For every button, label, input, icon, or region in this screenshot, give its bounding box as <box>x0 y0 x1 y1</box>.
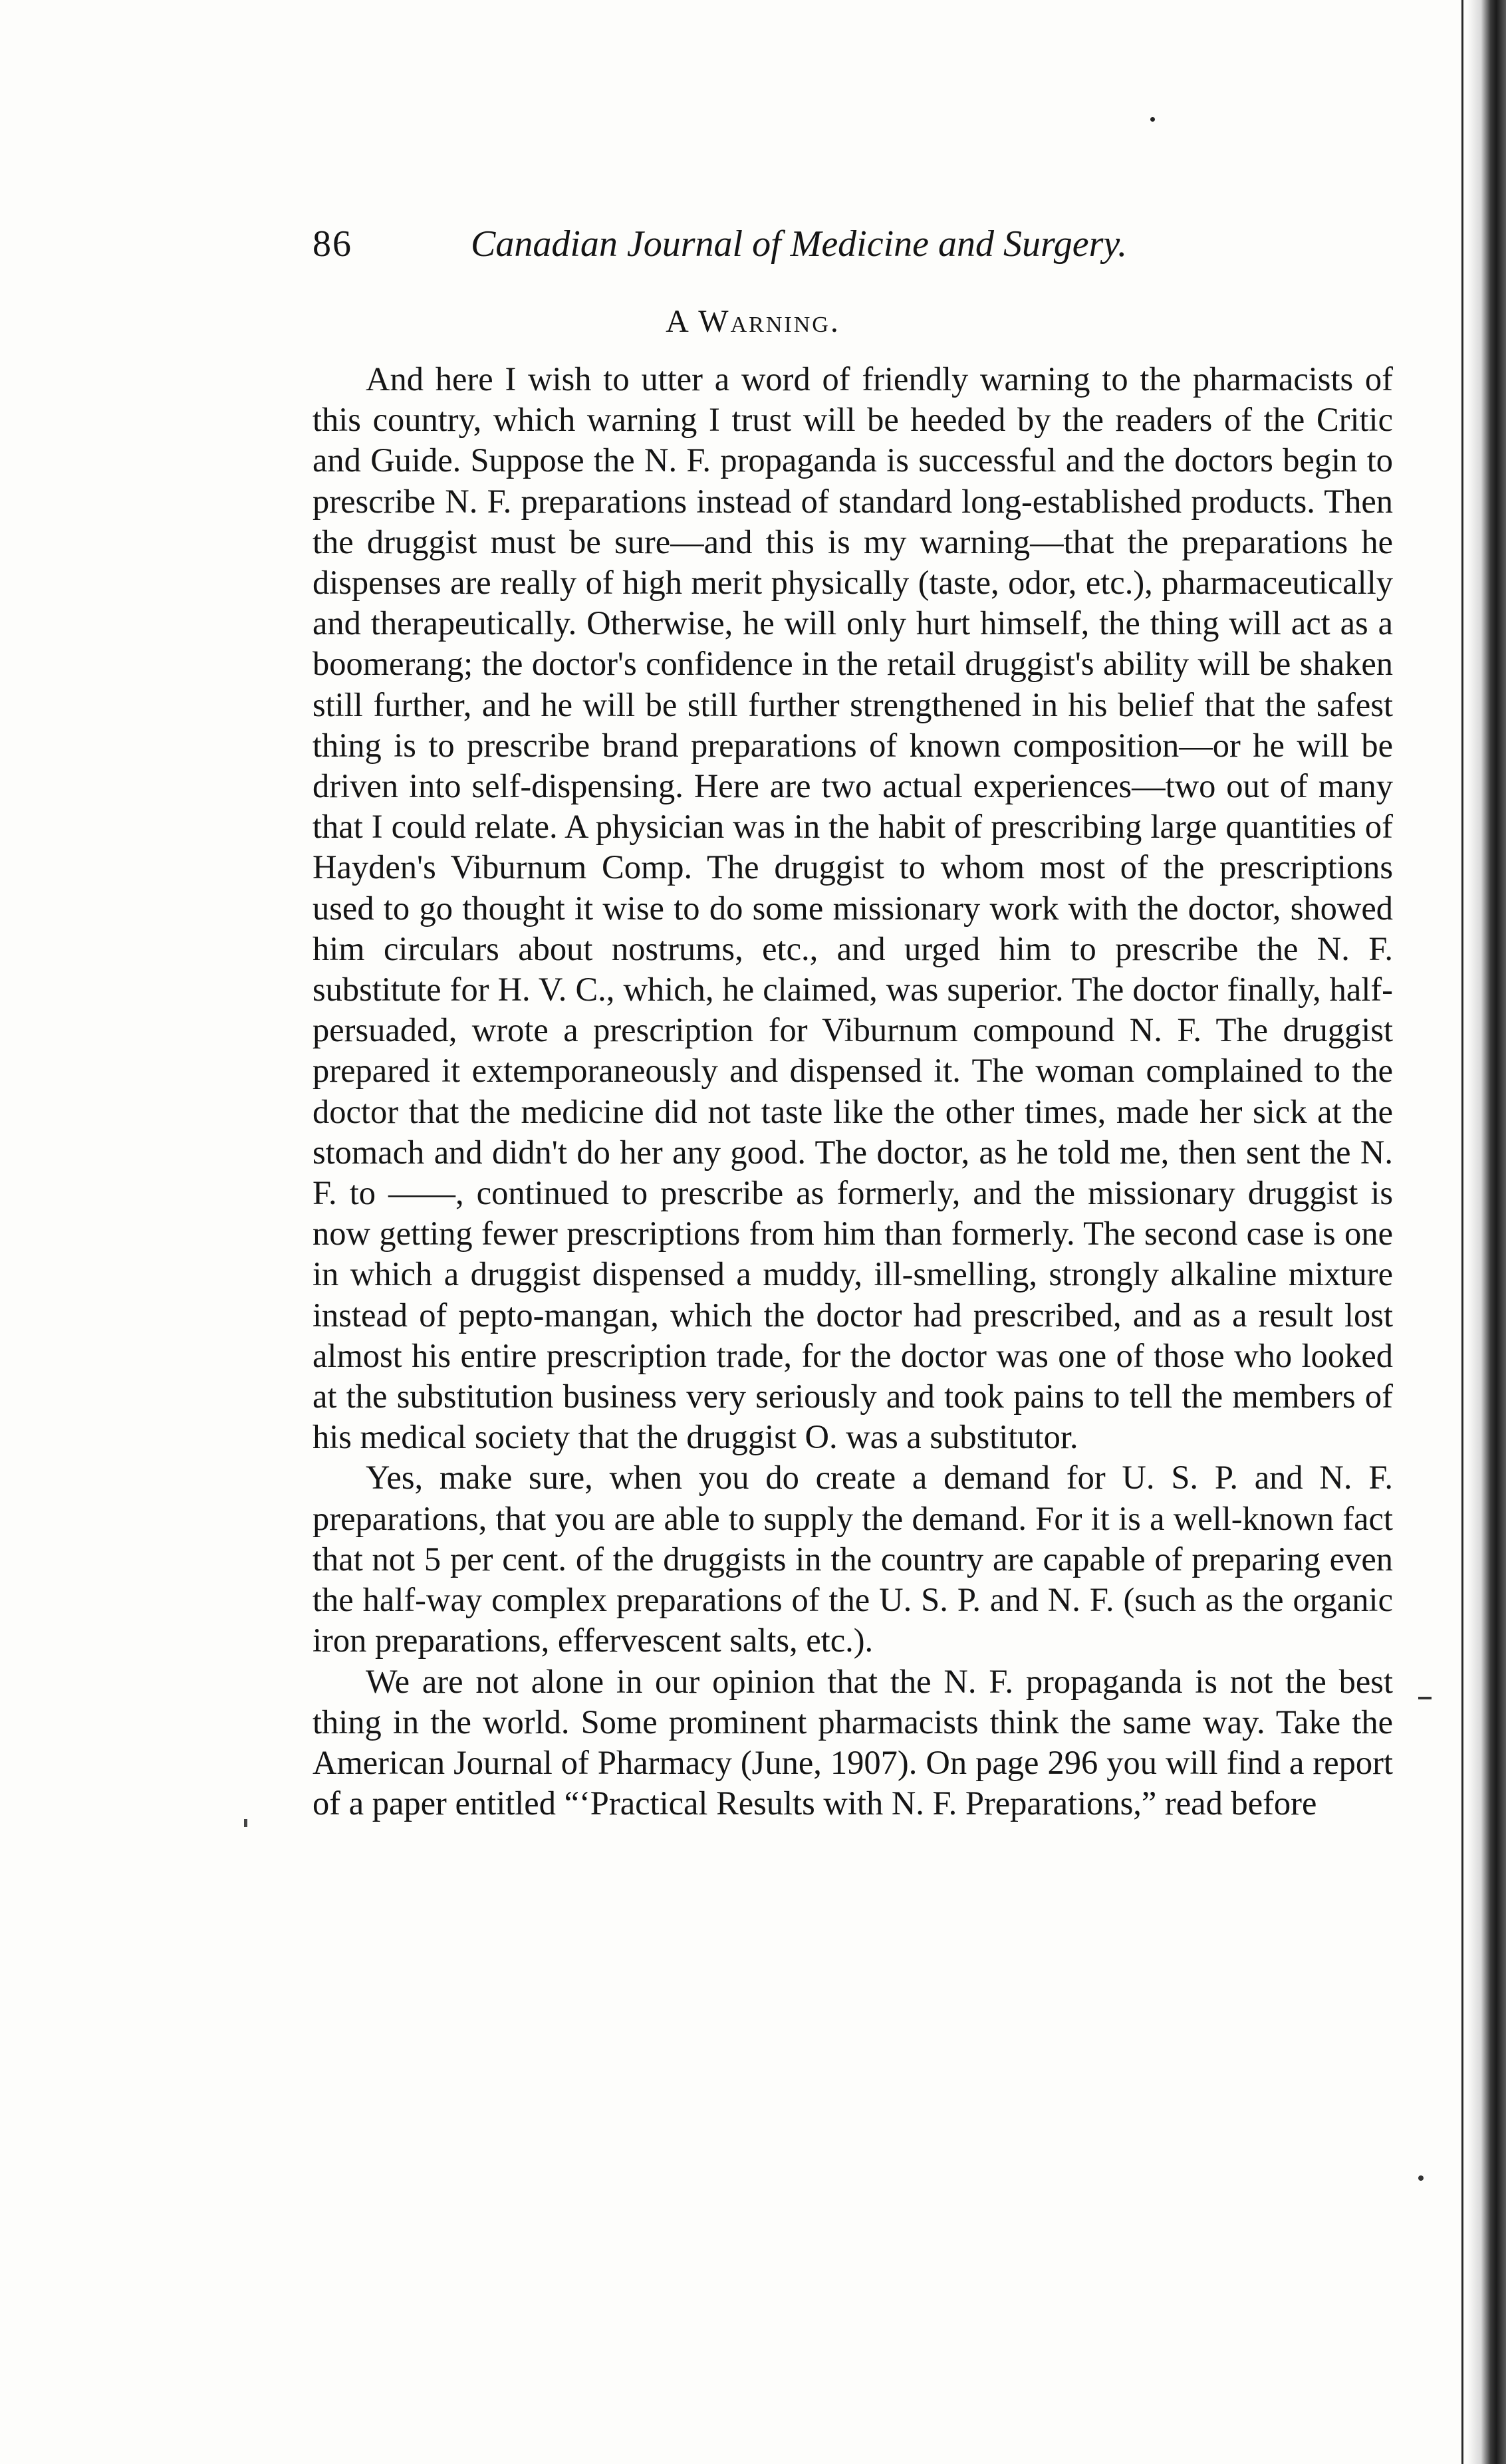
article-body <box>313 359 1393 1824</box>
page-header <box>313 214 1410 274</box>
running-title: Canadian Journal of Medicine and Surgery. <box>471 223 1128 265</box>
binding-edge-shadow <box>1467 0 1506 2464</box>
page-number: 86 <box>313 223 352 265</box>
margin-tick-mark <box>244 1819 247 1827</box>
paragraph-2: Yes, make sure, when you do create a demand for U. S. P. and N. F. preparations, that you are able to supply the demand. For it is a well-known fact that not 5 per cent. of the druggists in the country are capable of preparing even the half-way complex preparations of the U. S. P. and N. F. (such as the organic iron preparations, effervescent salts, etc.). <box>313 1459 1393 1660</box>
binding-edge-line <box>1461 0 1463 2464</box>
scan-speck <box>1150 117 1155 122</box>
paragraph-1: And here I wish to utter a word of friendly warning to the pharmacists of this country, which warning I trust will be heeded by the readers of the Critic and Guide. Suppose the N. F. propaganda is successful and the doctors begin to prescribe N. F. preparations instead of standard long-established products. Then the druggist must be sure—and this is my warning—that the preparations he dispenses are really of high merit physically (taste, odor, etc.), pharmaceutically and therapeutically. Otherwise, he will only hurt himself, the thing will act as a boomerang; the doctor's confidence in the retail druggist's ability will be shaken still further, and he will be still further strengthened in his belief that the safest thing is to prescribe brand preparations of known composition—or he will be driven into self-dispensing. Here are two actual experiences—two out of many that I could relate. A physician was in the habit of prescribing large quantities of Hayden's Viburnum Comp. The druggist to whom most of the prescriptions used to go thought it wise to do some missionary work with the doctor, showed him circulars about nostrums, etc., and urged him to prescribe the N. F. substitute for H. V. C., which, he claimed, was superior. The doctor finally, half-persuaded, wrote a prescription for Viburnum compound N. F. The druggist prepared it extemporaneously and dispensed it. The woman complained to the doctor that the medicine did not taste like the other times, made her sick at the stomach and didn't do her any good. The doctor, as he told me, then sent the N. F. to ——, continued to prescribe as formerly, and the missionary druggist is now getting fewer prescriptions from him than formerly. The second case is one in which a druggist dispensed a muddy, ill-smelling, strongly alkaline mixture instead of pepto-mangan, which the doctor had prescribed, and as a result lost almost his entire prescription trade, for the doctor was one of those who looked at the substitution business very seriously and took pains to tell the members of his medical society that the druggist O. was a substitutor. <box>313 360 1393 1456</box>
margin-dot-mark <box>1418 2175 1424 2181</box>
margin-dash-mark <box>1418 1697 1432 1699</box>
paragraph-3: We are not alone in our opinion that the N. F. propaganda is not the best thing in the world. Some prominent pharmacists think the same way. Take the American Journal of Pharmacy (June, 1907). On page 296 you will find a report of a paper entitled “‘Practical Results with N. F. Preparations,” read before <box>313 1662 1393 1822</box>
section-title: A Warning. <box>666 304 840 339</box>
